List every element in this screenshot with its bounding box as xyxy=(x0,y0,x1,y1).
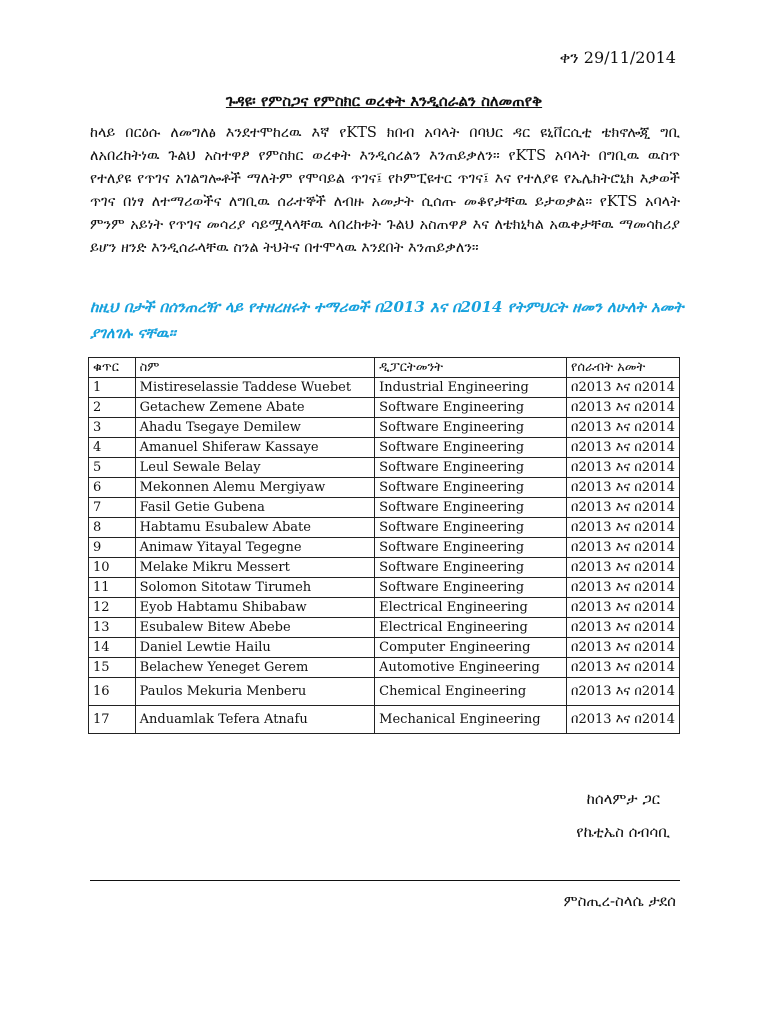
member-name: Melake Mikru Messert xyxy=(135,558,375,578)
member-name: Leul Sewale Belay xyxy=(135,458,375,478)
service-years: በ2013 እና በ2014 xyxy=(567,518,680,538)
department: Mechanical Engineering xyxy=(375,706,567,734)
service-years: በ2013 እና በ2014 xyxy=(567,598,680,618)
row-number: 16 xyxy=(89,678,136,706)
table-row xyxy=(89,658,680,678)
member-name: Mistireselassie Taddese Wuebet xyxy=(135,378,375,398)
service-years: በ2013 እና በ2014 xyxy=(567,478,680,498)
row-number: 5 xyxy=(89,458,136,478)
table-row xyxy=(89,438,680,458)
service-years: በ2013 እና በ2014 xyxy=(567,578,680,598)
header-years: የሰራብት አመት xyxy=(567,358,680,378)
highlight-note: ከዚህ በታች በሰንጠረዥ ላይ የተዘረዘሩት ተማሪወች በ2013 እና በ2014 የትምህርት ዘመን ለሁለት አመት ያገለገሉ ናቸዉ። xyxy=(90,298,684,342)
service-years: በ2013 እና በ2014 xyxy=(567,438,680,458)
row-number: 2 xyxy=(89,398,136,418)
department: Software Engineering xyxy=(375,478,567,498)
members-table xyxy=(88,357,680,734)
department: Software Engineering xyxy=(375,578,567,598)
department: Software Engineering xyxy=(375,518,567,538)
table-row xyxy=(89,398,680,418)
row-number: 9 xyxy=(89,538,136,558)
table-row xyxy=(89,378,680,398)
service-years: በ2013 እና በ2014 xyxy=(567,398,680,418)
department: Software Engineering xyxy=(375,438,567,458)
service-years: በ2013 እና በ2014 xyxy=(567,658,680,678)
service-years: በ2013 እና በ2014 xyxy=(567,418,680,438)
row-number: 8 xyxy=(89,518,136,538)
service-years: በ2013 እና በ2014 xyxy=(567,498,680,518)
row-number: 3 xyxy=(89,418,136,438)
row-number: 7 xyxy=(89,498,136,518)
service-years: በ2013 እና በ2014 xyxy=(567,558,680,578)
signer-name: ምስጢረ-ስላሴ ታደሰ xyxy=(563,892,676,910)
department: Software Engineering xyxy=(375,498,567,518)
service-years: በ2013 እና በ2014 xyxy=(567,706,680,734)
header-name: ስም xyxy=(135,358,375,378)
table-row xyxy=(89,518,680,538)
department: Software Engineering xyxy=(375,418,567,438)
department: Software Engineering xyxy=(375,398,567,418)
table-row xyxy=(89,458,680,478)
header-department: ዲፓርትመንት xyxy=(375,358,567,378)
table-row xyxy=(89,498,680,518)
row-number: 10 xyxy=(89,558,136,578)
body-paragraph: ከላይ በርዕሱ ለመግለፅ እንደተሞከረዉ እኛ የKTS ክበብ አባላት በባህር ዳር ዩኒቨርሲቲ ቴክኖሎጂ ግቢ ለአበረከትነዉ ጉልህ አስተዋፆ የምስክር ወረቀት እንዲሰረልን እንጠይቃለን። የKTS አባላት በግቢዉ ዉስጥ የተለያዩ የጥገና አገልግሎቶች ማለትም የሞባይል ጥገና፤ የኮምፒዩተር ጥገና፤ እና የተለያዩ የኤሌክትሮኒክ እቃወች ጥገና በነፃ ለተማሪወችና ለግቢዉ ሰራተኞች ለብዙ አመታት ሲሰጡ መቆየታቸዉ ይታወቃል። የKTS አባላት ምንም አይነት የጥገና መሳሪያ ሳይሟላላቸዉ ላበረከቱት ጉልህ አስጠዋፆ እና ለቴክኒካል አዉቀታቸዉ ማመሳከሪያ ይሆን ዘንድ እንዲሰራላቸዉ ስንል ትህትና በተሞላዉ እንደበት እንጠይቃለን። xyxy=(90,125,680,256)
row-number: 6 xyxy=(89,478,136,498)
member-name: Eyob Habtamu Shibabaw xyxy=(135,598,375,618)
row-number: 1 xyxy=(89,378,136,398)
member-name: Ahadu Tsegaye Demilew xyxy=(135,418,375,438)
member-name: Amanuel Shiferaw Kassaye xyxy=(135,438,375,458)
department: Electrical Engineering xyxy=(375,618,567,638)
member-name: Solomon Sitotaw Tirumeh xyxy=(135,578,375,598)
table-body xyxy=(89,378,680,734)
row-number: 12 xyxy=(89,598,136,618)
department: Electrical Engineering xyxy=(375,598,567,618)
row-number: 13 xyxy=(89,618,136,638)
header-number: ቁጥር xyxy=(89,358,136,378)
department: Software Engineering xyxy=(375,538,567,558)
department: Industrial Engineering xyxy=(375,378,567,398)
service-years: በ2013 እና በ2014 xyxy=(567,638,680,658)
member-name: Fasil Getie Gubena xyxy=(135,498,375,518)
table-row xyxy=(89,618,680,638)
department: Software Engineering xyxy=(375,558,567,578)
service-years: በ2013 እና በ2014 xyxy=(567,678,680,706)
closing-greeting: ከሰላምታ ጋር xyxy=(586,790,660,808)
table-row xyxy=(89,598,680,618)
department: Computer Engineering xyxy=(375,638,567,658)
table-row xyxy=(89,478,680,498)
table-row xyxy=(89,638,680,658)
subject-line: ጉዳዩ፡ የምስጋና የምስክር ወረቀት እንዲሰራልን ስለመጠየቅ xyxy=(225,92,543,110)
member-name: Daniel Lewtie Hailu xyxy=(135,638,375,658)
table-row xyxy=(89,578,680,598)
member-name: Esubalew Bitew Abebe xyxy=(135,618,375,638)
member-name: Paulos Mekuria Menberu xyxy=(135,678,375,706)
row-number: 17 xyxy=(89,706,136,734)
document-date: ቀን 29/11/2014 xyxy=(559,48,676,67)
organization-title: የኬቲኤስ ሰብሳቢ xyxy=(576,823,670,841)
table-row xyxy=(89,558,680,578)
department: Chemical Engineering xyxy=(375,678,567,706)
service-years: በ2013 እና በ2014 xyxy=(567,378,680,398)
row-number: 14 xyxy=(89,638,136,658)
member-name: Anduamlak Tefera Atnafu xyxy=(135,706,375,734)
service-years: በ2013 እና በ2014 xyxy=(567,458,680,478)
table-row xyxy=(89,678,680,706)
member-name: Getachew Zemene Abate xyxy=(135,398,375,418)
row-number: 4 xyxy=(89,438,136,458)
member-name: Mekonnen Alemu Mergiyaw xyxy=(135,478,375,498)
table-header-row xyxy=(89,358,680,378)
service-years: በ2013 እና በ2014 xyxy=(567,618,680,638)
department: Automotive Engineering xyxy=(375,658,567,678)
signature-line xyxy=(90,880,680,881)
member-name: Belachew Yeneget Gerem xyxy=(135,658,375,678)
table-row xyxy=(89,706,680,734)
table-row xyxy=(89,538,680,558)
member-name: Animaw Yitayal Tegegne xyxy=(135,538,375,558)
service-years: በ2013 እና በ2014 xyxy=(567,538,680,558)
row-number: 15 xyxy=(89,658,136,678)
row-number: 11 xyxy=(89,578,136,598)
member-name: Habtamu Esubalew Abate xyxy=(135,518,375,538)
table-row xyxy=(89,418,680,438)
department: Software Engineering xyxy=(375,458,567,478)
